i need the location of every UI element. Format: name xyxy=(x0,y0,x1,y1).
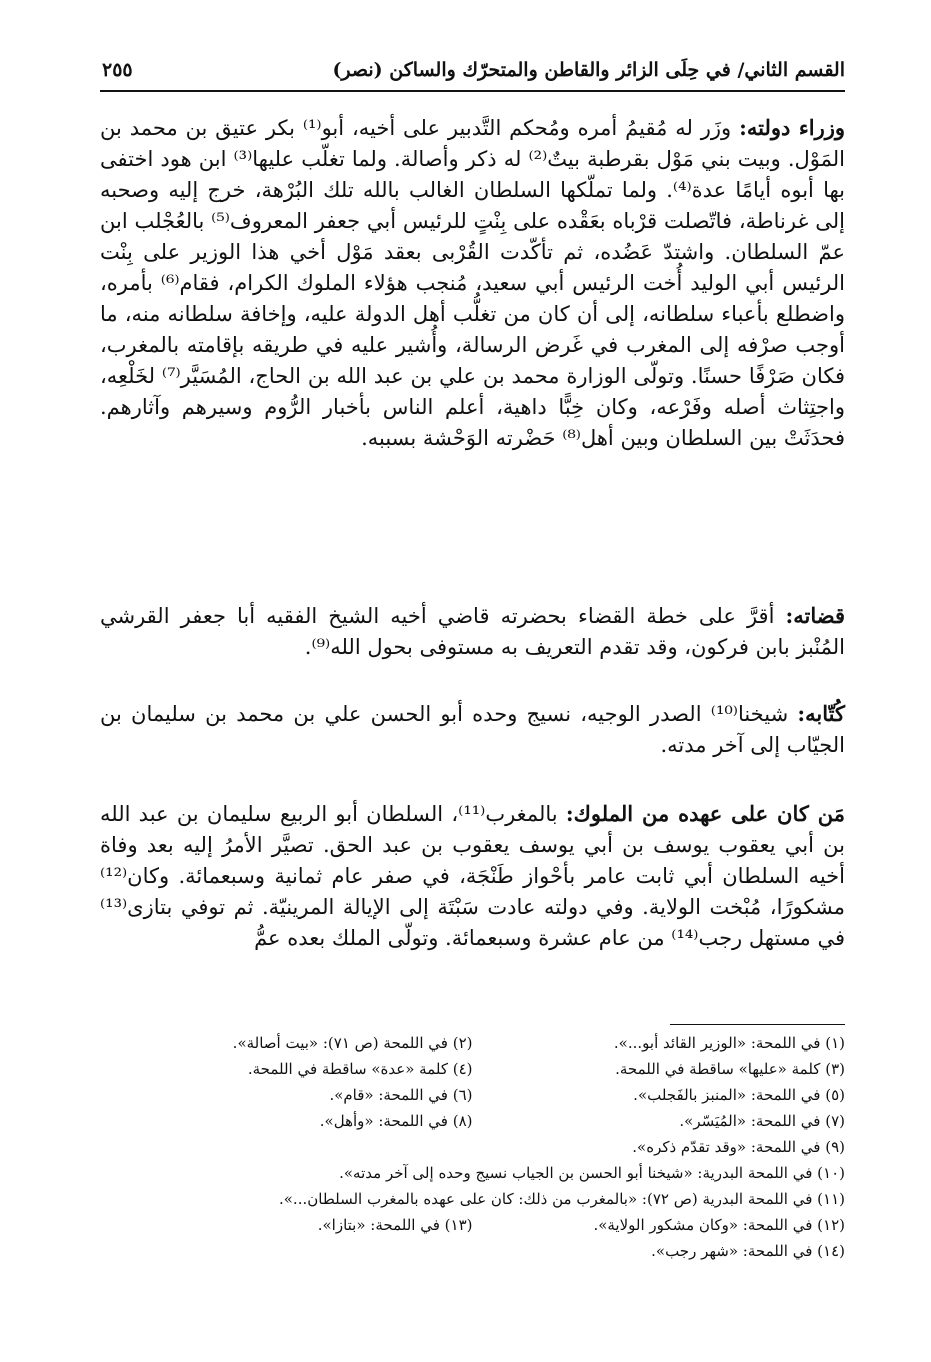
footnote: (١٠) في اللمحة البدرية: «شيخنا أبو الحسن بن الجياب نسيج وحده إلى آخر مدته». xyxy=(339,1164,845,1182)
footnote: (٢) في اللمحة (ص ٧١): «بيت أصالة». xyxy=(232,1034,473,1052)
paragraph-judges xyxy=(100,600,845,663)
footnote: (٦) في اللمحة: «قام». xyxy=(329,1086,473,1104)
footnote-row xyxy=(100,1082,845,1108)
paragraph-viziers xyxy=(100,112,845,454)
paragraph-scribes xyxy=(100,698,845,761)
footnote: (٣) كلمة «عليها» ساقطة في اللمحة. xyxy=(615,1060,845,1078)
footnote: (١٢) في اللمحة: «وكان مشكور الولاية». xyxy=(593,1216,845,1234)
footnote: (٨) في اللمحة: «وأهل». xyxy=(319,1112,473,1130)
paragraph-kings xyxy=(100,798,845,954)
footnote: (٩) في اللمحة: «وقد تقدّم ذكره». xyxy=(632,1138,845,1156)
footnote: (١٣) في اللمحة: «بتازا». xyxy=(317,1216,473,1234)
page-header xyxy=(100,55,845,91)
footnote-divider xyxy=(670,1024,845,1025)
footnote: (١١) في اللمحة البدرية (ص ٧٢): «بالمغرب من ذلك: كان على عهده بالمغرب السلطان...». xyxy=(278,1190,845,1208)
running-title: القسم الثاني/ في حِلَى الزائر والقاطن والمتحرّك والساكن (نصر) xyxy=(332,59,845,81)
section-lead: قضاته: xyxy=(785,603,845,628)
section-lead: مَن كان على عهده من الملوك: xyxy=(565,801,845,826)
section-lead: وزراء دولته: xyxy=(739,115,845,140)
footnote-row xyxy=(100,1212,845,1238)
footnotes xyxy=(100,1030,845,1264)
paragraph-text: بالمغرب⁽¹¹⁾، السلطان أبو الربيع سليمان بن عبد الله بن أبي يعقوب يوسف بن أبي يوسف يعقوب بن عبد الحق. تصيَّر الأمرُ إليه بعد وفاة أخيه السلطان أبي ثابت عامر بأحْواز طَنْجَة، في صفر عام ثمانية وسبعمائة. وكان⁽¹²⁾ مشكورًا، مُبْخت الولاية. وفي دولته عادت سَبْتَة إلى الإيالة المرينيّة. ثم توفي بتازى⁽¹³⁾ في مستهل رجب⁽¹⁴⁾ من عام عشرة وسبعمائة. وتولّى الملك بعده عمُّ xyxy=(100,802,845,950)
footnote: (١٤) في اللمحة: «شهر رجب». xyxy=(651,1242,845,1260)
footnote-row xyxy=(100,1056,845,1082)
footnote: (٤) كلمة «عدة» ساقطة في اللمحة. xyxy=(247,1060,473,1078)
footnote: (٧) في اللمحة: «المُيَسّر». xyxy=(679,1112,845,1130)
footnote-row xyxy=(100,1030,845,1056)
footnote: (٥) في اللمحة: «المنبز بالفَجلب». xyxy=(633,1086,845,1104)
page-number: ٢٥٥ xyxy=(102,59,133,81)
footnote-row xyxy=(100,1108,845,1134)
paragraph-text: أقرَّ على خطة القضاء بحضرته قاضي أخيه الشيخ الفقيه أبا جعفر القرشي المُنْبز بابن فركون، وقد تقدم التعريف به مستوفى بحول الله⁽⁹⁾. xyxy=(100,604,845,659)
footnote: (١) في اللمحة: «الوزير القائد أبو...». xyxy=(613,1034,845,1052)
paragraph-text: شيخنا⁽¹⁰⁾ الصدر الوجيه، نسيج وحده أبو الحسن علي بن محمد بن سليمان بن الجيّاب إلى آخر مدته. xyxy=(100,702,845,757)
header-divider xyxy=(100,90,845,92)
section-lead: كُتّابه: xyxy=(797,701,845,726)
paragraph-text: وزَر له مُقيمُ أمره ومُحكم التَّدبير على أخيه، أبو⁽¹⁾ بكر عتيق بن محمد بن المَوْل. وبيت بني مَوْل بقرطبة بيتٌ⁽²⁾ له ذكر وأصالة. ولما تغلّب عليها⁽³⁾ ابن هود اختفى بها أبوه أيامًا عدة⁽⁴⁾. ولما تملّكها السلطان الغالب بالله تلك البُرْهة، خرج إليه وصحبه إلى غرناطة، فاتّصلت قرْباه بعَقْده على بِنْتٍ للرئيس أبي جعفر المعروف⁽⁵⁾ بالعُجْلب ابن عمّ السلطان. واشتدّ عَضُده، ثم تأكّدت القُرْبى بعقد مَوْل أخي هذا الوزير على بِنْت الرئيس أبي الوليد أُخت الرئيس أبي سعيد، مُنجب هؤلاء الملوك الكرام، فقام⁽⁶⁾ بأمره، واضطلع بأعباء سلطانه، إلى أن كان من تغلُّب أهل الدولة عليه، وإخافة سلطانه منه، ما أوجب صرْفه إلى المغرب في غَرض الرسالة، وأُشير عليه في طريقه بإقامته بالمغرب، فكان صَرْفًا حسنًا. وتولّى الوزارة محمد بن علي بن عبد الله بن الحاج، المُسَيَّر⁽⁷⁾ لخَلْعِه، واجتِثاث أصله وفَرْعه، وكان خِبًّا داهية، أعلم الناس بأخبار الرُّوم وسيرهم وآثارهم. فحدَثَتْ بين السلطان وبين أهل⁽⁸⁾ حَضْرته الوَحْشة بسببه. xyxy=(100,116,846,450)
